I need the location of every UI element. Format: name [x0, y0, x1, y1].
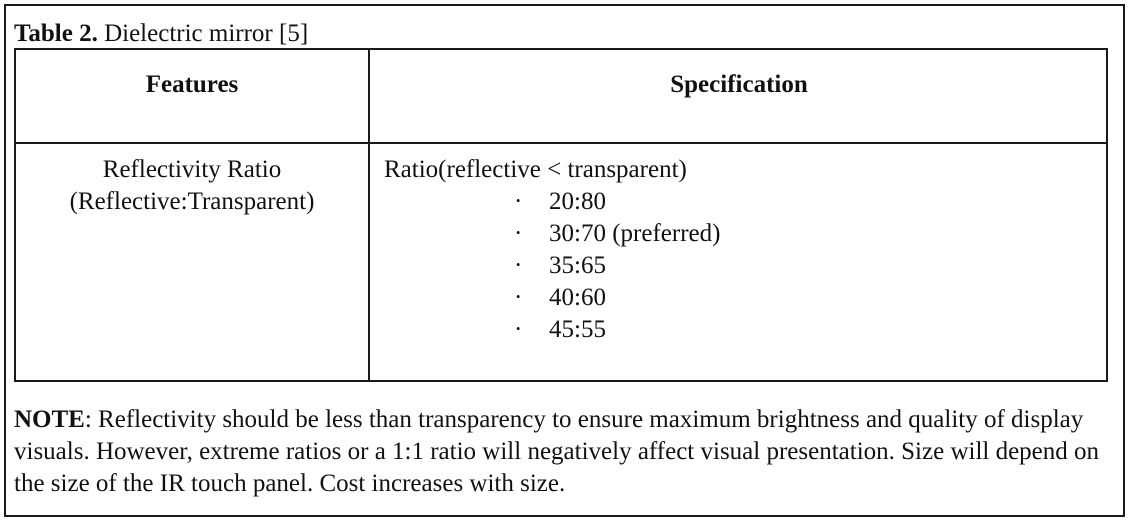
- bullet-icon: ·: [514, 316, 523, 343]
- bullet-icon: ·: [514, 284, 523, 311]
- table-caption: [14, 20, 308, 48]
- spec-list-item: [384, 186, 720, 218]
- bullet-icon: ·: [514, 220, 523, 247]
- spec-table: [14, 48, 1108, 382]
- caption-label: Table 2.: [14, 20, 98, 47]
- note-text: : Reflectivity should be less than transparency to ensure maximum brightness and quality of display visuals. However, extreme ratios or a 1:1 ratio will negatively affect visual presentation. Size will depend on the size of the IR touch panel. Cost increases with size.: [14, 406, 1100, 497]
- note-label: NOTE: [14, 406, 85, 433]
- caption-title: Dielectric mirror [5]: [97, 20, 309, 47]
- spec-intro: Ratio(reflective < transparent): [384, 156, 687, 183]
- bullet-icon: ·: [514, 188, 523, 215]
- feature-line-2: (Reflective:Transparent): [69, 188, 315, 215]
- spec-item-text: 45:55: [549, 316, 606, 343]
- spec-item-text: 35:65: [549, 252, 606, 279]
- feature-line-1: Reflectivity Ratio: [102, 156, 282, 183]
- header-features: Features: [145, 71, 239, 98]
- spec-list-item: [384, 282, 720, 314]
- spec-item-text: 20:80: [549, 188, 606, 215]
- spec-item-text: 40:60: [549, 284, 606, 311]
- note-paragraph: [14, 404, 1118, 500]
- spec-list: [384, 186, 720, 346]
- header-row-divider: [16, 142, 1106, 144]
- spec-list-item: [384, 314, 720, 346]
- spec-list-item: [384, 218, 720, 250]
- feature-cell: [16, 154, 368, 218]
- header-specification: Specification: [670, 71, 808, 98]
- specification-cell: [384, 154, 720, 346]
- bullet-icon: ·: [514, 252, 523, 279]
- spec-item-text: 30:70 (preferred): [549, 220, 721, 247]
- spec-list-item: [384, 250, 720, 282]
